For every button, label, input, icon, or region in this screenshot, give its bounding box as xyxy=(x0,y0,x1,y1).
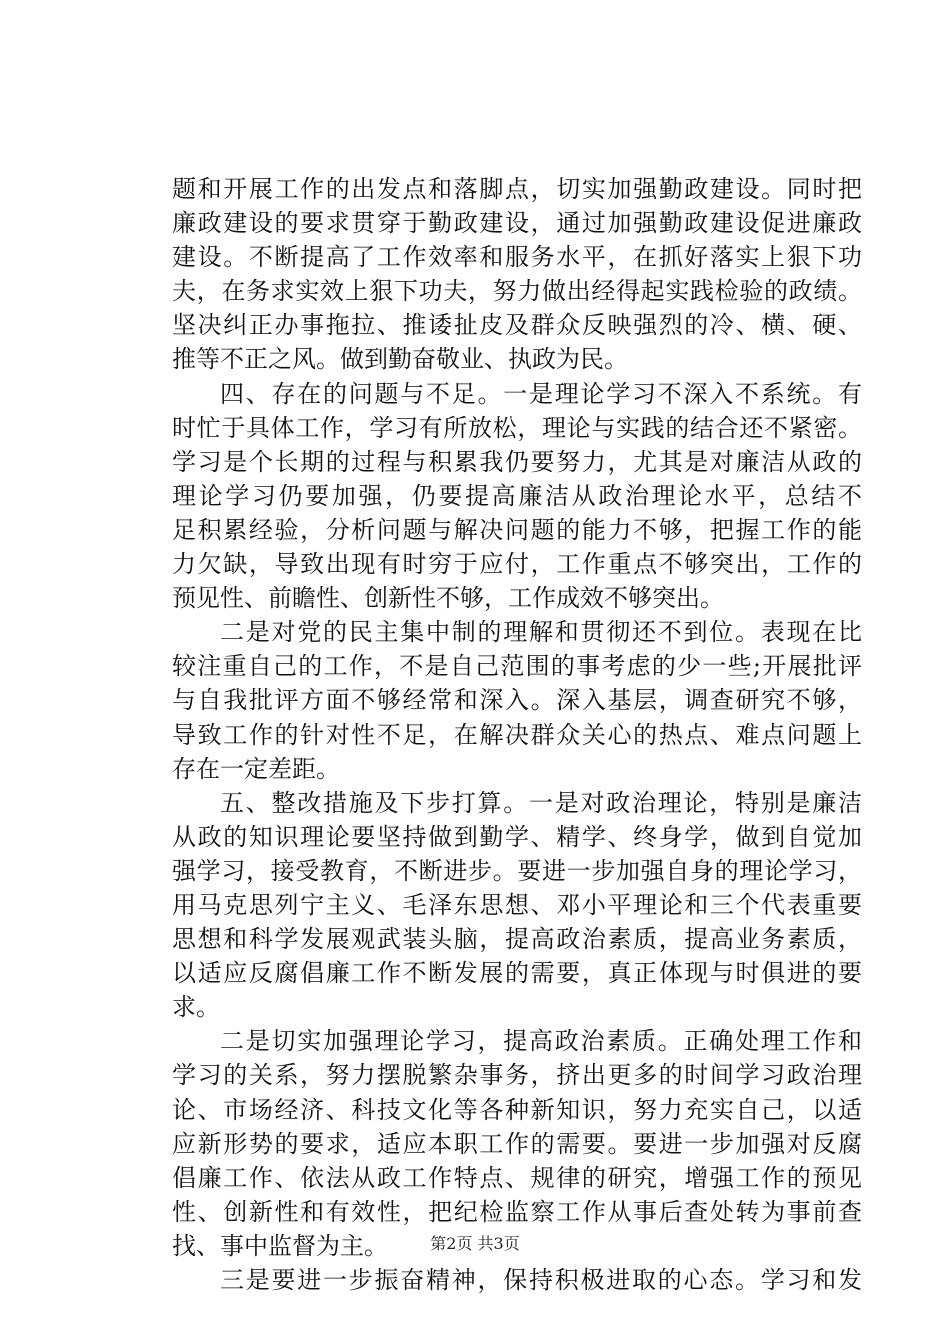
text-line: 廉政建设的要求贯穿于勤政建设，通过加强勤政建设促进廉政 xyxy=(172,209,862,238)
text-line: 足积累经验，分析问题与解决问题的能力不够，把握工作的能 xyxy=(172,515,862,544)
text-line: 二是对党的民主集中制的理解和贯彻还不到位。表现在比 xyxy=(220,618,862,647)
text-line: 三是要进一步振奋精神，保持积极进取的心态。学习和发 xyxy=(220,1266,862,1294)
text-line: 导致工作的针对性不足，在解决群众关心的热点、难点问题上 xyxy=(172,720,862,749)
text-line: 建设。不断提高了工作效率和服务水平，在抓好落实上狠下功 xyxy=(172,243,862,272)
text-line: 应新形势的要求，适应本职工作的需要。要进一步加强对反腐 xyxy=(172,1129,862,1158)
text-line: 学习的关系，努力摆脱繁杂事务，挤出更多的时间学习政治理 xyxy=(172,1061,862,1090)
text-line: 夫，在务求实效上狠下功夫，努力做出经得起实践检验的政绩。 xyxy=(172,277,862,306)
text-line: 强学习，接受教育，不断进步。要进一步加强自身的理论学习， xyxy=(172,856,862,885)
text-line: 性、创新性和有效性，把纪检监察工作从事后查处转为事前查 xyxy=(172,1197,862,1226)
text-line: 理论学习仍要加强，仍要提高廉洁从政治理论水平，总结不 xyxy=(172,481,862,510)
text-line: 较注重自己的工作，不是自己范围的事考虑的少一些;开展批评 xyxy=(172,652,862,681)
text-line: 思想和科学发展观武装头脑，提高政治素质，提高业务素质， xyxy=(172,925,862,954)
text-line: 时忙于具体工作，学习有所放松，理论与实践的结合还不紧密。 xyxy=(172,413,862,442)
text-line: 推等不正之风。做到勤奋敬业、执政为民。 xyxy=(172,345,628,374)
text-line: 与自我批评方面不够经常和深入。深入基层，调查研究不够， xyxy=(172,686,862,715)
text-line: 论、市场经济、科技文化等各种新知识，努力充实自己，以适 xyxy=(172,1095,862,1124)
text-line: 坚决纠正办事拖拉、推诿扯皮及群众反映强烈的冷、横、硬、 xyxy=(172,311,862,340)
text-line: 二是切实加强理论学习，提高政治素质。正确处理工作和 xyxy=(220,1027,862,1056)
text-line: 找、事中监督为主。 xyxy=(172,1231,388,1260)
text-line: 题和开展工作的出发点和落脚点，切实加强勤政建设。同时把 xyxy=(172,175,862,203)
text-line: 用马克思列宁主义、毛泽东思想、邓小平理论和三个代表重要 xyxy=(172,890,862,919)
text-line: 倡廉工作、依法从政工作特点、规律的研究，增强工作的预见 xyxy=(172,1163,862,1192)
document-body xyxy=(172,172,862,1297)
text-line: 力欠缺，导致出现有时穷于应付，工作重点不够突出，工作的 xyxy=(172,550,862,579)
text-line: 预见性、前瞻性、创新性不够，工作成效不够突出。 xyxy=(172,584,724,613)
text-line: 存在一定差距。 xyxy=(172,754,340,783)
text-line: 四、存在的问题与不足。一是理论学习不深入不系统。有 xyxy=(220,379,862,408)
page-footer: 第2页 共3页 xyxy=(430,1234,520,1253)
text-line: 五、整改措施及下步打算。一是对政治理论，特别是廉洁 xyxy=(220,788,862,817)
text-line: 从政的知识理论要坚持做到勤学、精学、终身学，做到自觉加 xyxy=(172,822,862,851)
text-line: 学习是个长期的过程与积累我仍要努力，尤其是对廉洁从政的 xyxy=(172,447,862,476)
text-line: 求。 xyxy=(172,993,220,1022)
text-line: 以适应反腐倡廉工作不断发展的需要，真正体现与时俱进的要 xyxy=(172,959,862,988)
